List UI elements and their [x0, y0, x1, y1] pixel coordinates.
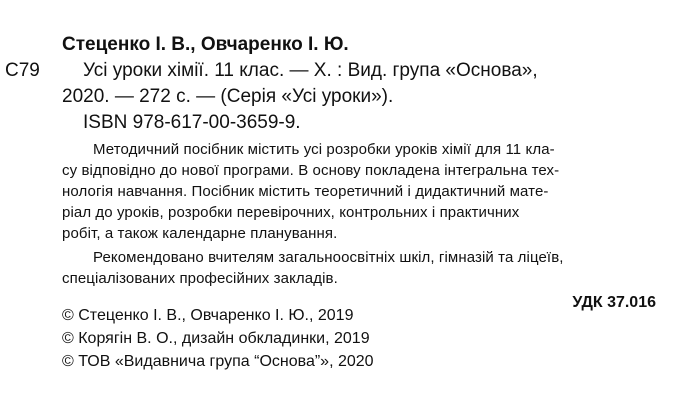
isbn: ISBN 978-617-00-3659-9.	[83, 112, 301, 133]
classification-code: С79	[5, 60, 40, 81]
copyright-line: © Стеценко І. В., Овчаренко І. Ю., 2019	[62, 307, 354, 324]
annotation-line: су відповідно до нової програми. В основу покладена інтегральна тех-	[62, 162, 560, 179]
annotation-line: робіт, а також календарне планування.	[62, 225, 338, 242]
annotation-line: Методичний посібник містить усі розробки уроків хімії для 11 кла-	[93, 141, 555, 158]
authors: Стеценко І. В., Овчаренко І. Ю.	[62, 34, 349, 55]
copyright-line: © ТОВ «Видавнича група “Основа”», 2020	[62, 353, 374, 370]
annotation-line: нологія навчання. Посібник містить теоретичний і дидактичний мате-	[62, 183, 549, 200]
annotation-line: ріал до уроків, розробки перевірочних, контрольних і практичних	[62, 204, 520, 221]
recommendation-line: Рекомендовано вчителям загальноосвітніх шкіл, гімназій та ліцеїв,	[93, 249, 564, 266]
bibliographic-line-1: Усі уроки хімії. 11 клас. — Х. : Вид. група «Основа»,	[83, 60, 538, 81]
udk-code: УДК 37.016	[572, 294, 656, 311]
bibliographic-line-2: 2020. — 272 с. — (Серія «Усі уроки»).	[62, 86, 394, 107]
copyright-line: © Корягін В. О., дизайн обкладинки, 2019	[62, 330, 370, 347]
recommendation-line: спеціалізованих професійних закладів.	[62, 270, 338, 287]
